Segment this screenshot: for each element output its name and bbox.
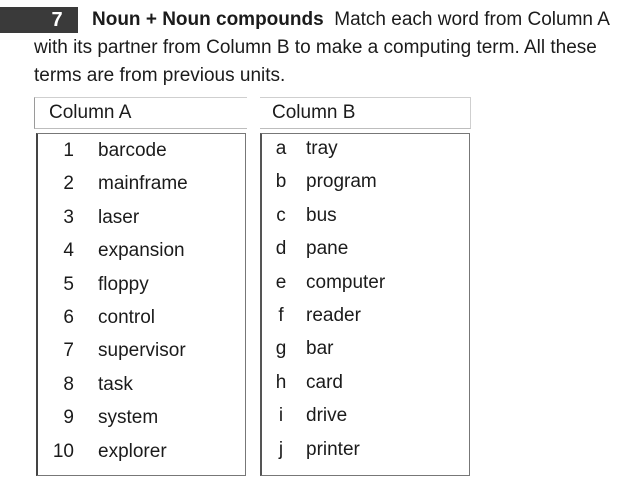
instruction-line-1 xyxy=(92,6,610,34)
item-word: program xyxy=(306,171,377,193)
item-letter: g xyxy=(275,338,287,360)
item-number: 8 xyxy=(63,373,74,395)
item-word: tray xyxy=(306,138,338,159)
item-word: supervisor xyxy=(98,340,186,362)
item-word: bus xyxy=(306,204,337,226)
item-letter: b xyxy=(275,171,287,193)
item-number: 6 xyxy=(63,307,74,328)
item-word: floppy xyxy=(98,273,149,295)
item-word: laser xyxy=(98,206,140,228)
column-a-header-label: Column A xyxy=(49,102,132,123)
item-letter: c xyxy=(276,204,286,226)
instruction-text-1: Match each word from Column A xyxy=(334,9,610,30)
column-b-list xyxy=(260,133,470,476)
item-word: computer xyxy=(306,271,386,293)
item-number: 10 xyxy=(52,440,74,462)
item-letter: i xyxy=(278,405,284,427)
exercise-title: Noun + Noun compounds xyxy=(92,9,324,30)
item-number: 9 xyxy=(63,407,74,429)
item-letter: a xyxy=(275,138,287,159)
item-word: bar xyxy=(306,338,334,360)
item-word: printer xyxy=(306,438,360,460)
item-letter: e xyxy=(275,271,287,293)
item-word: barcode xyxy=(98,140,167,161)
column-b-header xyxy=(260,97,471,129)
item-number: 4 xyxy=(63,240,74,262)
item-word: expansion xyxy=(98,240,185,262)
item-letter: j xyxy=(278,438,284,460)
item-letter: d xyxy=(275,238,287,260)
item-word: control xyxy=(98,307,156,328)
item-number: 5 xyxy=(63,273,74,295)
instruction-line-2: with its partner from Column B to make a computing term. All these xyxy=(34,37,597,58)
item-word: mainframe xyxy=(98,173,188,195)
exercise-number-badge xyxy=(0,7,78,33)
item-word: system xyxy=(98,407,159,429)
column-a-list xyxy=(36,133,246,476)
item-number: 3 xyxy=(63,206,74,228)
item-word: card xyxy=(306,371,343,393)
item-word: pane xyxy=(306,238,349,260)
item-word: drive xyxy=(306,405,348,427)
item-letter: h xyxy=(275,371,287,393)
item-word: explorer xyxy=(98,440,167,462)
column-b-header-label: Column B xyxy=(272,102,356,123)
item-word: reader xyxy=(306,305,361,326)
column-a-header xyxy=(34,97,247,129)
item-number: 1 xyxy=(63,140,74,161)
item-word: task xyxy=(98,373,133,395)
matching-table xyxy=(34,97,471,477)
instruction-line-3: terms are from previous units. xyxy=(34,65,286,86)
exercise-number: 7 xyxy=(51,9,63,31)
item-number: 7 xyxy=(63,340,74,362)
item-letter: f xyxy=(278,305,284,326)
item-number: 2 xyxy=(63,173,74,195)
